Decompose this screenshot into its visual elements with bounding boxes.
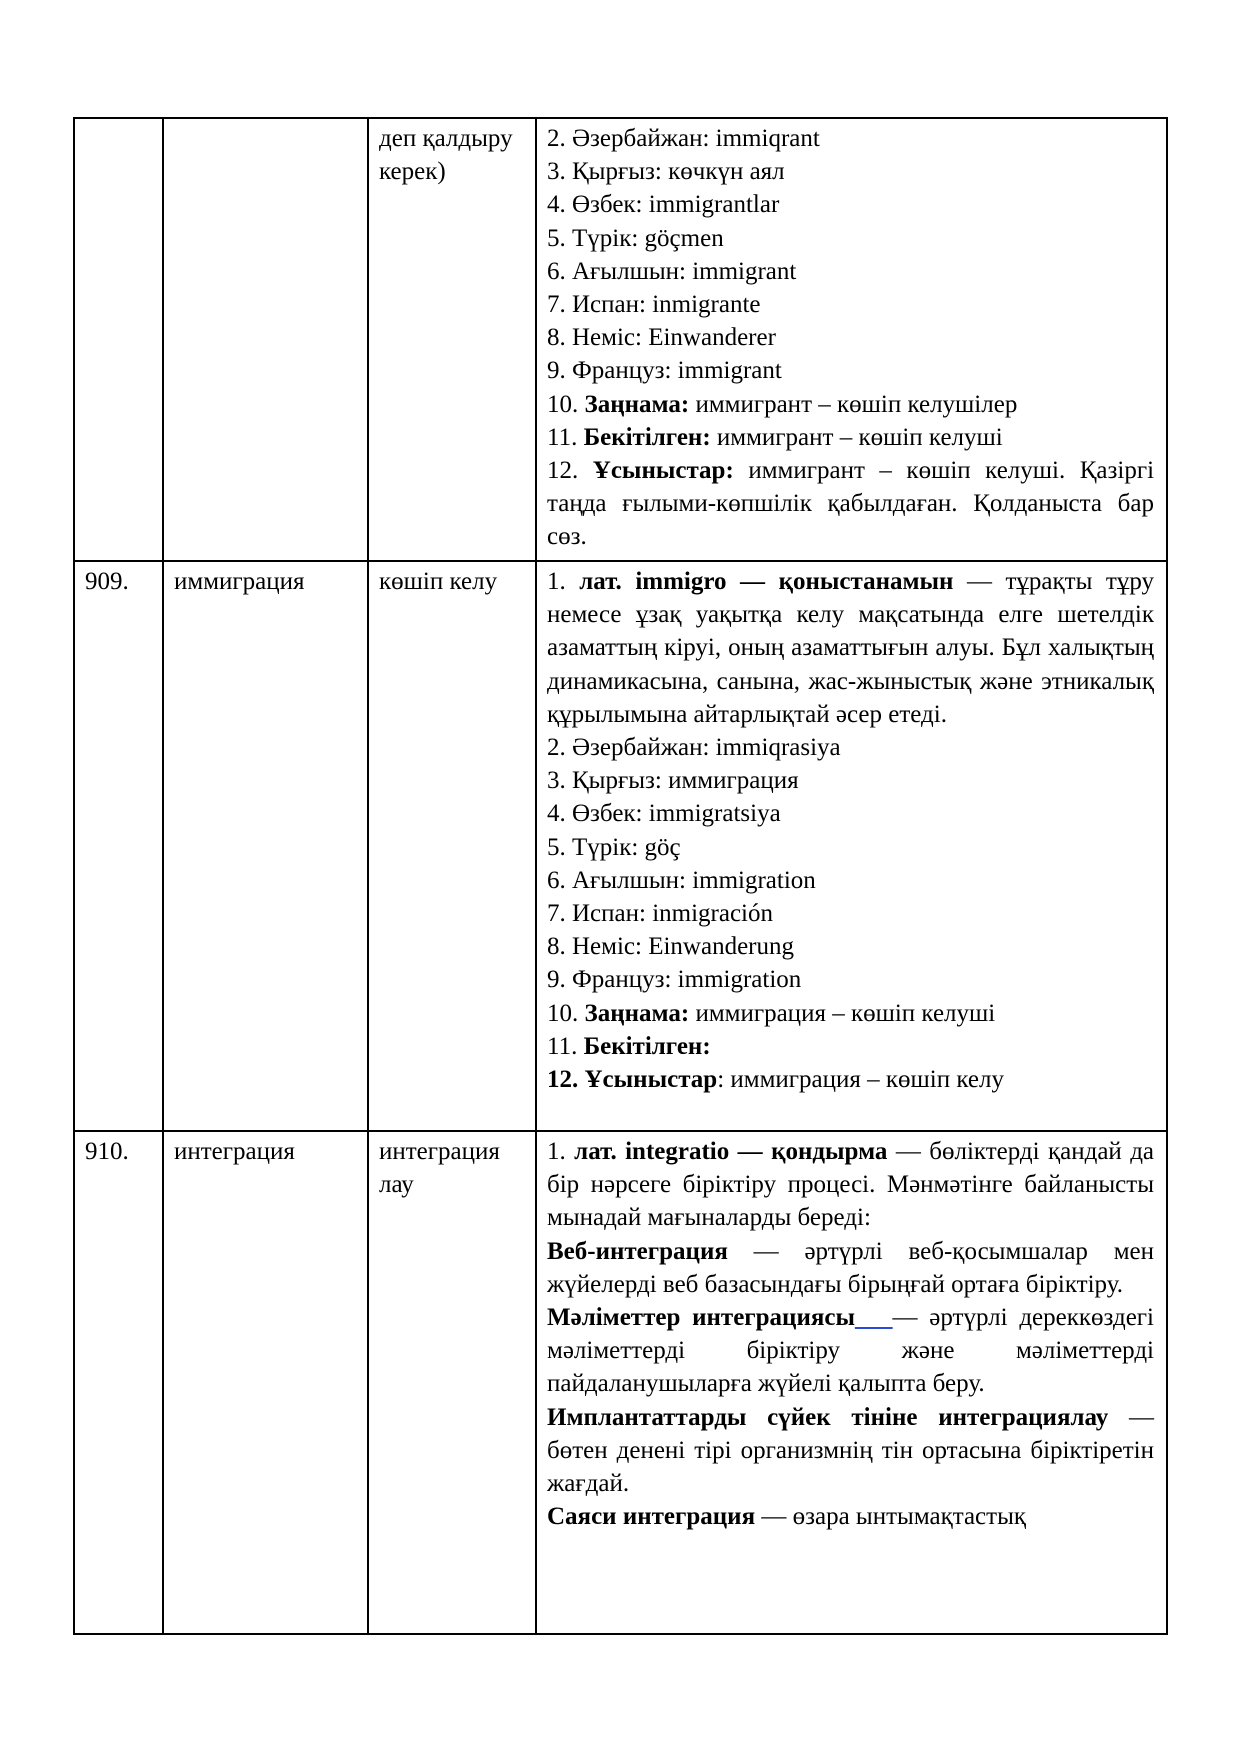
approved-label: Бекітілген:: [583, 1032, 711, 1060]
proposals-line: 12. Ұсыныстар: иммигрант – көшіп келуші. Қазіргі таңда ғылыми-көпшілік қабылдаған. Қолданыста бар сөз.: [547, 457, 1155, 551]
translation-line: 8. Неміс: Einwanderung: [547, 933, 794, 961]
approved-label: Бекітілген:: [583, 423, 711, 451]
etymology-paragraph: 1. лат. integratio — қондырма — бөліктерді қандай да бір нәрсеге біріктіру процесі. Мәнмәтінге байланысты мынадай мағыналарды береді:: [547, 1138, 1155, 1232]
legislation-label: Заңнама:: [584, 390, 690, 418]
translation-line: 4. Өзбек: immigratsiya: [547, 800, 781, 828]
approved-line: 11. Бекітілген: иммигрант – көшіп келуші: [547, 423, 1003, 451]
translation-line: 3. Қырғыз: иммиграция: [547, 767, 799, 795]
etymology-label: лат. integratio — қондырма: [574, 1138, 888, 1165]
translation-line: 8. Неміс: Einwanderer: [547, 324, 776, 352]
meaning-label: Веб-интеграция: [547, 1237, 728, 1265]
blank-underline: ___: [855, 1304, 893, 1332]
proposals-line: 12. Ұсыныстар: иммиграция – көшіп келу: [547, 1066, 1004, 1094]
proposals-label: 12. Ұсыныстар: [547, 1066, 718, 1094]
meaning-paragraph: Имплантаттарды сүйек тініне интеграциялау — бөтен денені тірі организмнің тін ортасына біріктіретін жағдай.: [547, 1403, 1155, 1498]
term-cell: [163, 118, 368, 561]
term-cell: интеграция: [163, 1131, 368, 1634]
translation-line: 7. Испан: inmigrante: [547, 291, 761, 319]
translation-line: 9. Француз: immigration: [547, 966, 802, 994]
legislation-line: 10. Заңнама: иммигрант – көшіп келушілер: [547, 390, 1018, 418]
definition-cell: [536, 118, 1167, 561]
etymology-paragraph: 1. лат. immigro — қоныстанамын — тұрақты тұру немесе ұзақ уақытқа келу мақсатында елге шетелдік азаматтың кіруі, оның азаматтығын алуы. Бұл халықтың динамикасына, санына, жас-жыныстық және этникалық құрылымына айтарлықтай әсер етеді.: [547, 568, 1154, 728]
row-number-cell: 910.: [74, 1131, 163, 1634]
etymology-label: лат. immigro — қоныстанамын: [579, 568, 954, 595]
meaning-label: Саяси интеграция: [547, 1503, 756, 1531]
translation-line: 7. Испан: inmigración: [547, 900, 774, 928]
proposals-label: Ұсыныстар:: [592, 457, 734, 485]
table-row: [74, 118, 1167, 561]
kazakh-term-cell: көшіп келу: [368, 561, 536, 1131]
translation-line: 6. Ағылшын: immigrant: [547, 257, 797, 285]
translation-line: 3. Қырғыз: көчкүн аял: [547, 158, 785, 186]
translation-line: 6. Ағылшын: immigration: [547, 866, 816, 894]
translation-line: 2. Әзербайжан: immiqrant: [547, 125, 820, 152]
translation-line: 4. Өзбек: immigrantlar: [547, 191, 780, 219]
table-row: [74, 1131, 1167, 1634]
definition-cell: [536, 1131, 1167, 1634]
translation-line: 5. Түрік: göç: [547, 833, 681, 861]
meaning-label: Имплантаттарды сүйек тініне интеграциялау: [547, 1403, 1109, 1431]
kazakh-term-cell: деп қалдыру керек): [368, 118, 536, 561]
translation-line: 5. Түрік: göçmen: [547, 224, 724, 252]
definition-cell: [536, 561, 1167, 1131]
meaning-paragraph: Веб-интеграция — әртүрлі веб-қосымшалар мен жүйелерді веб базасындағы бірыңғай ортаға біріктіру.: [547, 1237, 1154, 1298]
translation-line: 9. Француз: immigrant: [547, 357, 782, 385]
approved-line: 11. Бекітілген:: [547, 1032, 711, 1060]
meaning-label: Мәліметтер интеграциясы: [547, 1304, 856, 1332]
row-number-cell: [74, 118, 163, 561]
meaning-paragraph: Саяси интеграция — өзара ынтымақтастық: [547, 1503, 1027, 1531]
table-row: [74, 561, 1167, 1131]
legislation-label: Заңнама:: [584, 999, 690, 1027]
terms-table: [73, 117, 1168, 1635]
translation-line: 2. Әзербайжан: immiqrasiya: [547, 734, 841, 762]
legislation-line: 10. Заңнама: иммиграция – көшіп келуші: [547, 999, 996, 1027]
meaning-paragraph: Мәліметтер интеграциясы___— әртүрлі дереккөздегі мәліметтерді біріктіру және мәліметтерді пайдаланушыларға жүйелі қалыпта беру.: [547, 1304, 1154, 1398]
kazakh-term-cell: интеграция лау: [368, 1131, 536, 1634]
term-cell: иммиграция: [163, 561, 368, 1131]
row-number-cell: 909.: [74, 561, 163, 1131]
